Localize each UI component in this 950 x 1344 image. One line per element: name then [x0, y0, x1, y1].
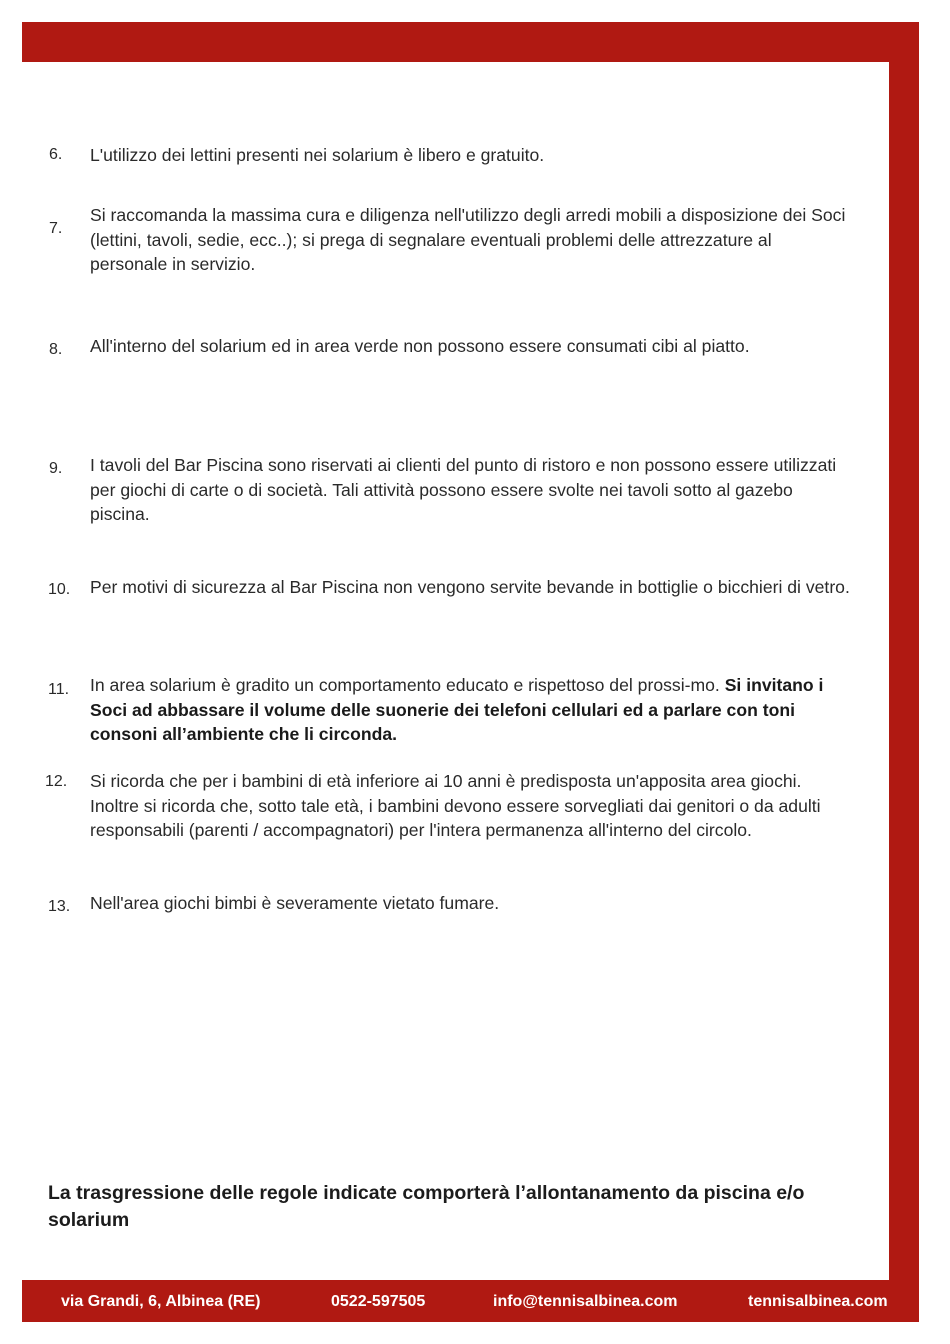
- rule-number: 12.: [45, 773, 68, 790]
- rule-text: [90, 673, 850, 747]
- rule-text-bold: Si invitano i Soci ad abbassare il volume delle suonerie dei telefoni cellulari ed a parlare con toni consoni all’ambiente che li circonda.: [90, 675, 824, 744]
- final-warning-note: La trasgressione delle regole indicate comporterà l’allontanamento da piscina e/o solarium: [48, 1182, 805, 1231]
- rule-number: 11.: [48, 681, 70, 698]
- rule-number: 10.: [48, 581, 71, 598]
- rule-number: 7.: [49, 220, 63, 237]
- rule-number: 13.: [48, 898, 71, 915]
- rule-text: I tavoli del Bar Piscina sono riservati ai clienti del punto di ristoro e non possono essere utilizzati per giochi di carte o di società. Tali attività possono essere svolte nei tavoli sotto al gazebo piscina.: [90, 455, 837, 524]
- rule-text: Nell'area giochi bimbi è severamente vietato fumare.: [90, 893, 500, 913]
- rule-text: Si ricorda che per i bambini di età inferiore ai 10 anni è predisposta un'apposita area giochi. Inoltre si ricorda che, sotto tale età, i bambini devono essere sorvegliati dai genitori o da adulti responsabili (parenti / accompagnatori) per l'intera permanenza all'interno del circolo.: [90, 771, 821, 840]
- rule-number: 9.: [49, 460, 63, 477]
- footer-website[interactable]: tennisalbinea.com: [748, 1293, 888, 1310]
- right-red-border: [889, 22, 919, 1322]
- footer-email[interactable]: info@tennisalbinea.com: [493, 1293, 678, 1310]
- footer-address: via Grandi, 6, Albinea (RE): [61, 1293, 261, 1310]
- rule-text: Per motivi di sicurezza al Bar Piscina non vengono servite bevande in bottiglie o bicchieri di vetro.: [90, 577, 850, 597]
- rule-text-regular: In area solarium è gradito un comportamento educato e rispettoso del prossi-mo.: [90, 675, 720, 695]
- rule-number: 8.: [49, 341, 63, 358]
- rule-number: 6.: [49, 146, 63, 163]
- rule-text: All'interno del solarium ed in area verde non possono essere consumati cibi al piatto.: [90, 336, 750, 356]
- footer-phone[interactable]: 0522-597505: [331, 1293, 426, 1310]
- rule-text: L'utilizzo dei lettini presenti nei solarium è libero e gratuito.: [90, 145, 545, 165]
- rule-text: Si raccomanda la massima cura e diligenza nell'utilizzo degli arredi mobili a disposizione dei Soci (lettini, tavoli, sedie, ecc..); si prega di segnalare eventuali problemi delle attrezzature al personale in servizio.: [90, 205, 846, 274]
- top-red-band: [22, 22, 919, 62]
